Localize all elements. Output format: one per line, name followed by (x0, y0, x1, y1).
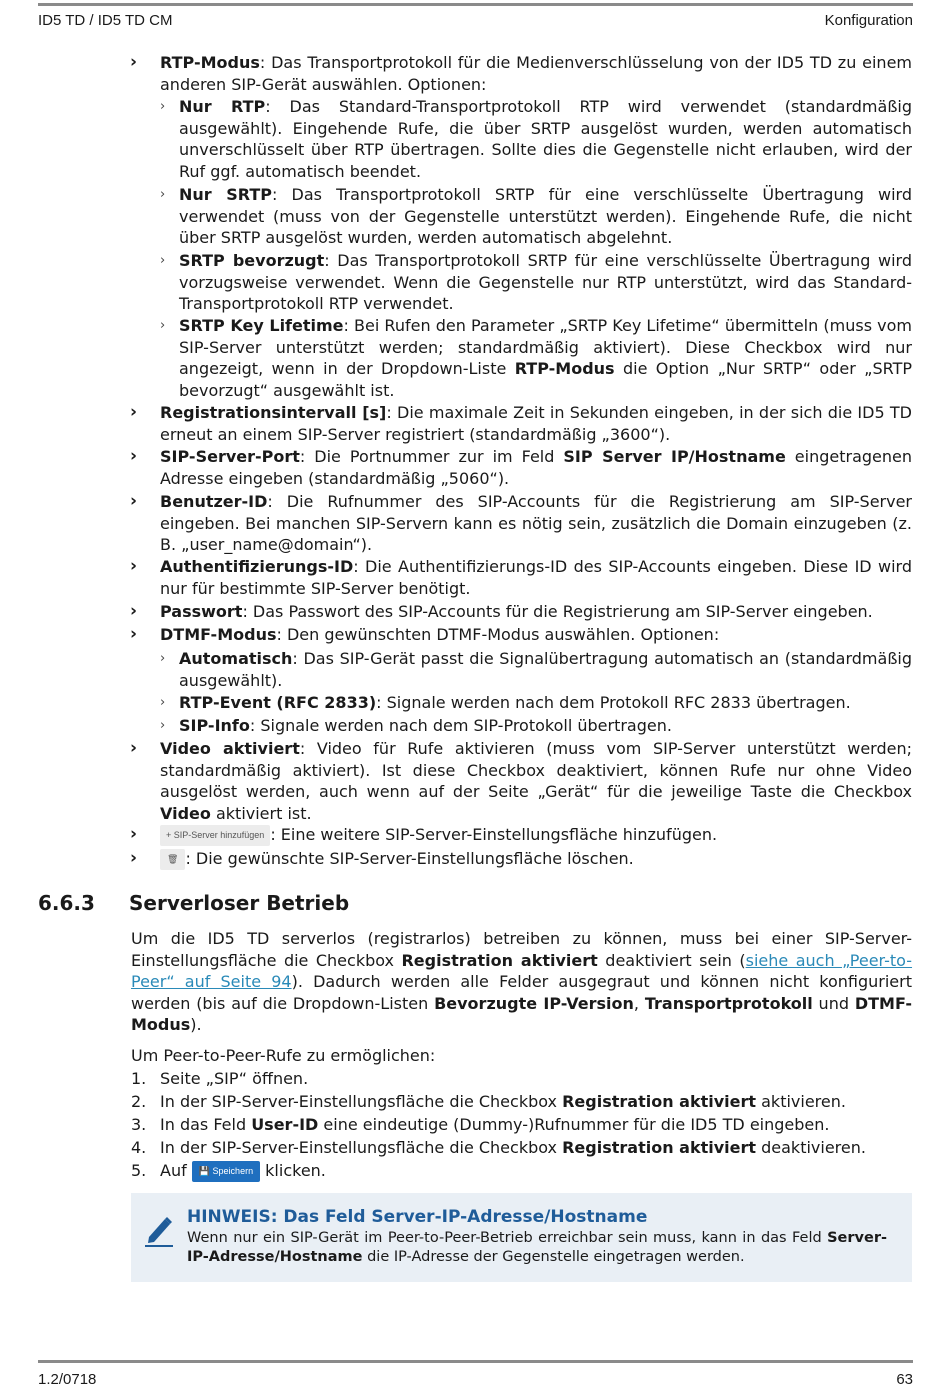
bullet-chevron-icon: › (130, 824, 138, 844)
bullet-chevron-icon: › (130, 738, 138, 758)
note-title: HINWEIS: Das Feld Server-IP-Adresse/Hostname (187, 1207, 648, 1227)
list-item: › + SIP-Server hinzufügen : Eine weitere SIP-Server-Einstellungsfläche hinzufügen. (130, 824, 718, 844)
step-text: Seite „SIP“ öffnen. (160, 1069, 309, 1088)
section-paragraph: Um Peer-to-Peer-Rufe zu ermöglichen: (131, 1046, 436, 1065)
step-text: Auf 💾 Speichern klicken. (160, 1161, 326, 1180)
list-item: › Benutzer-ID: Die Rufnummer des SIP-Accounts für die Registrierung am SIP-Server eingeben. Bei manchen SIP-Servern kann es nötig sein, zusätzlich die Domain einzugeben (z. B. „user_name@domain“). (130, 491, 912, 554)
list-item: › Nur SRTP: Das Transportprotokoll SRTP für eine verschlüsselte Übertragung wird verwendet (muss von der Gegenstelle unterstützt werden). Eingehende Rufe, die nicht über SRTP ausgelöst wurden, werden automatisch abgelehnt. (160, 185, 913, 247)
step-text: In das Feld User-ID eine eindeutige (Dummy-)Rufnummer für die ID5 TD eingeben. (160, 1115, 830, 1134)
page-footer (38, 1360, 913, 1391)
section-number: 6.6.3 (38, 891, 95, 915)
list-item: › RTP-Modus: Das Transportprotokoll für die Medienverschlüsselung von der ID5 TD zu einem anderen SIP-Gerät auswählen. Optionen: (130, 52, 912, 94)
bullet-chevron-icon: › (130, 446, 138, 466)
list-item: › SRTP Key Lifetime: Bei Rufen den Parameter „SRTP Key Lifetime“ übermitteln (muss vom SIP-Server unterstützt werden; standardmäßig aktiviert). Diese Checkbox wird nur angezeigt, wenn in der Dropdown-Liste RTP-Modus die Option „Nur SRTP“ oder „SRTP bevorzugt“ ausgewählt ist. (160, 316, 912, 400)
step-number: 5. (131, 1161, 147, 1180)
step-text: In der SIP-Server-Einstellungsfläche die Checkbox Registration aktiviert aktivieren. (160, 1092, 846, 1111)
list-item: › 🗑 : Die gewünschte SIP-Server-Einstellungsfläche löschen. (130, 848, 634, 868)
step-number: 4. (131, 1138, 147, 1157)
sub-bullet-chevron-icon: › (160, 187, 166, 202)
sub-bullet-chevron-icon: › (160, 651, 166, 666)
list-item: › DTMF-Modus: Den gewünschten DTMF-Modus auswählen. Optionen: (130, 624, 720, 644)
bullet-chevron-icon: › (130, 848, 138, 868)
sub-bullet-chevron-icon: › (160, 695, 166, 710)
pencil-icon (143, 1213, 175, 1247)
list-item: › SIP-Server-Port: Die Portnummer zur im Feld SIP Server IP/Hostname eingetragenen Adresse eingeben (standardmäßig „5060“). (130, 446, 913, 488)
bullet-chevron-icon: › (130, 402, 138, 422)
page-number: 63 (896, 1371, 913, 1388)
list-item: › Automatisch: Das SIP-Gerät passt die Signalübertragung automatisch an (standardmäßig ausgewählt). (160, 649, 912, 690)
list-item: › Video aktiviert: Video für Rufe aktivieren (muss vom SIP-Server unterstützt werden; standardmäßig aktiviert). Ist diese Checkbox deaktiviert, können Rufe nur ohne Video ausgelöst werden, auch wenn auf der Seite „Gerät“ für die jeweilige Taste die Checkbox Video aktiviert ist. (130, 738, 913, 823)
list-item: › Nur RTP: Das Standard-Transportprotokoll RTP wird verwendet (standardmäßig ausgewählt). Eingehende Rufe, die über SRTP ausgelöst wurden, werden automatisch unverschlüsselt über RTP übertragen. Sollte dies die Gegenstelle nicht erlauben, wird der Ruf ggf. automatisch beendet. (160, 97, 913, 181)
header-product: ID5 TD / ID5 TD CM (38, 12, 173, 29)
list-item: › SIP-Info: Signale werden nach dem SIP-Protokoll übertragen. (160, 716, 672, 735)
bullet-chevron-icon: › (130, 556, 138, 576)
footer-version: 1.2/0718 (38, 1371, 97, 1388)
note-box (131, 1193, 912, 1282)
step-number: 1. (131, 1069, 147, 1088)
list-item: › Passwort: Das Passwort des SIP-Accounts für die Registrierung am SIP-Server eingeben. (130, 601, 873, 621)
header-chapter: Konfiguration (824, 12, 913, 29)
save-icon: 💾 (198, 1166, 211, 1176)
bullet-chevron-icon: › (130, 491, 138, 511)
sub-bullet-chevron-icon: › (160, 718, 166, 733)
section-title: Serverloser Betrieb (129, 891, 350, 915)
sub-bullet-chevron-icon: › (160, 253, 166, 268)
trash-icon: 🗑 (160, 849, 185, 870)
step-number: 2. (131, 1092, 147, 1111)
sub-bullet-chevron-icon: › (160, 318, 166, 333)
list-item: › Authentifizierungs-ID: Die Authentifizierungs-ID des SIP-Accounts eingeben. Diese ID wird nur für bestimmte SIP-Server benötigt. (130, 556, 912, 598)
list-item: › SRTP bevorzugt: Das Transportprotokoll SRTP für eine verschlüsselte Übertragung wird vorzugsweise verwendet. Wenn die Gegenstelle nur RTP unterstützt, wird das Standard-Transportprotokoll RTP verwendet. (160, 251, 912, 313)
step-text: In der SIP-Server-Einstellungsfläche die Checkbox Registration aktiviert deaktivieren. (160, 1138, 866, 1157)
bullet-chevron-icon: › (130, 624, 138, 644)
sub-bullet-chevron-icon: › (160, 99, 166, 114)
section-paragraph: Um die ID5 TD serverlos (registrarlos) betreiben zu können, muss bei einer SIP-Server-Einstellungsfläche die Checkbox Registration aktiviert deaktiviert sein (siehe auch „Peer-to-Peer“ auf Seite 94). Dadurch werden alle Felder ausgegraut und können nicht konfiguriert werden (bis auf die Dropdown-Listen Bevorzugte IP-Version, Transportprotokoll und DTMF-Modus). (131, 929, 913, 1034)
list-item: › Registrationsintervall [s]: Die maximale Zeit in Sekunden eingeben, in der sich die ID5 TD erneut an einem SIP-Server registriert (standardmäßig „3600“). (130, 402, 912, 444)
step-number: 3. (131, 1115, 147, 1134)
save-button-image: 💾 Speichern (192, 1161, 260, 1182)
list-item: › RTP-Event (RFC 2833): Signale werden nach dem Protokoll RFC 2833 übertragen. (160, 693, 851, 712)
note-text: Wenn nur ein SIP-Gerät im Peer-to-Peer-Betrieb erreichbar sein muss, kann in das Feld Server-IP-Adresse/Hostname die IP-Adresse der Gegenstelle eingetragen werden. (187, 1230, 887, 1265)
page-header (38, 3, 913, 36)
cross-reference-link[interactable]: siehe auch „Peer-to-Peer“ auf Seite 94 (131, 950, 913, 991)
bullet-chevron-icon: › (130, 52, 138, 72)
add-sip-server-button-image: + SIP-Server hinzufügen (160, 825, 270, 846)
bullet-chevron-icon: › (130, 601, 138, 621)
